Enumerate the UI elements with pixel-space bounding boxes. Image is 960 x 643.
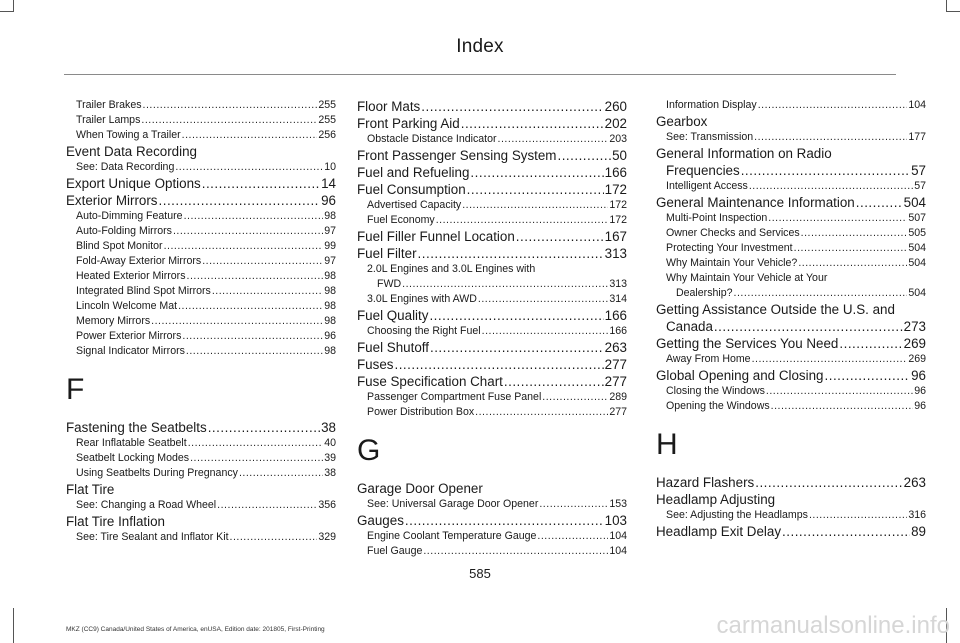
watermark: carmanualsonline.info (716, 612, 950, 639)
index-entry[interactable] (656, 226, 926, 241)
dot-leader (825, 367, 911, 384)
index-entry[interactable] (357, 339, 627, 356)
index-entry[interactable] (66, 98, 336, 113)
dot-leader (188, 436, 323, 451)
index-entry-label: Fuel Filler Funnel Location (357, 229, 515, 244)
index-entry[interactable] (656, 130, 926, 145)
index-entry-page: 329 (318, 531, 336, 543)
index-entry[interactable] (66, 160, 336, 175)
dot-leader (239, 466, 323, 481)
index-entry-page: 98 (324, 270, 336, 282)
index-entry[interactable] (66, 254, 336, 269)
index-entry[interactable] (656, 367, 926, 384)
dot-leader (217, 498, 317, 513)
index-entry-label: See: Adjusting the Headlamps (666, 509, 808, 521)
index-entry-page: 277 (604, 357, 627, 372)
index-entry[interactable] (357, 164, 627, 181)
index-entry-page: 167 (604, 229, 627, 244)
index-entry[interactable] (66, 269, 336, 284)
dot-leader (202, 254, 323, 269)
index-entry[interactable] (357, 390, 627, 405)
index-entry-label: 3.0L Engines with AWD (367, 293, 477, 305)
dot-leader (798, 256, 907, 271)
dot-leader (462, 198, 608, 213)
index-entry-label: Obstacle Distance Indicator (367, 133, 497, 145)
index-heading: 2.0L Engines and 3.0L Engines with (367, 263, 536, 275)
index-entry-label: Seatbelt Locking Modes (76, 452, 190, 464)
index-entry-page: 98 (324, 300, 336, 312)
index-entry[interactable] (656, 318, 926, 335)
index-entry[interactable] (357, 277, 627, 292)
index-entry-page: 98 (324, 210, 336, 222)
index-entry-page: 172 (609, 214, 627, 226)
dot-leader (741, 162, 910, 179)
index-heading: Headlamp Adjusting (656, 492, 776, 507)
index-entry-label: Power Exterior Mirrors (76, 330, 182, 342)
index-entry-label: Auto-Dimming Feature (76, 210, 183, 222)
index-entry[interactable] (357, 245, 627, 262)
index-entry[interactable] (656, 286, 926, 301)
dot-leader (839, 335, 902, 352)
dot-leader (212, 284, 323, 299)
index-entry-page: 96 (911, 368, 926, 383)
dot-leader (482, 324, 609, 339)
index-entry-label: Hazard Flashers (656, 475, 755, 490)
index-entry-label: Getting the Services You Need (656, 336, 839, 351)
index-entry-label: Canada (666, 319, 713, 334)
index-entry-page: 96 (914, 400, 926, 412)
index-entry-page: 507 (908, 212, 926, 224)
index-entry-label: Information Display (666, 99, 757, 111)
index-entry[interactable] (357, 529, 627, 544)
index-entry[interactable] (66, 192, 336, 209)
index-entry[interactable] (66, 209, 336, 224)
index-entry[interactable] (656, 211, 926, 226)
index-entry-label: Fuse Specification Chart (357, 374, 503, 389)
index-heading: Getting Assistance Outside the U.S. and (656, 302, 895, 317)
index-entry-page: 277 (604, 374, 627, 389)
index-entry[interactable] (66, 314, 336, 329)
crop-mark (0, 11, 14, 12)
index-entry-page: 98 (324, 285, 336, 297)
index-entry-label: See: Universal Garage Door Opener (367, 498, 539, 510)
index-entry[interactable] (357, 147, 627, 164)
dot-leader (208, 419, 320, 436)
dot-leader (478, 292, 608, 307)
index-entry-page: 153 (609, 498, 627, 510)
index-heading: General Information on Radio (656, 146, 832, 161)
index-entry-page: 98 (324, 315, 336, 327)
index-entry-label: See: Tire Sealant and Inflator Kit (76, 531, 229, 543)
index-entry-page: 504 (908, 242, 926, 254)
index-entry-label: Fuel Economy (367, 214, 435, 226)
index-entry-label: Trailer Brakes (76, 99, 142, 111)
index-entry-label: Memory Mirrors (76, 315, 151, 327)
dot-leader (766, 384, 913, 399)
dot-leader (175, 160, 323, 175)
dot-leader (178, 299, 323, 314)
index-entry-label: See: Changing a Road Wheel (76, 499, 217, 511)
index-entry-page: 177 (908, 131, 926, 143)
index-entry-page: 203 (609, 133, 627, 145)
index-heading: Flat Tire Inflation (66, 514, 165, 529)
index-entry[interactable] (66, 224, 336, 239)
dot-leader (202, 175, 320, 192)
dot-leader (504, 373, 604, 390)
index-entry-page: 289 (609, 391, 627, 403)
index-entry[interactable] (656, 352, 926, 367)
index-entry-label: Engine Coolant Temperature Gauge (367, 530, 537, 542)
page-title: Index (456, 36, 504, 57)
index-entry[interactable] (357, 115, 627, 132)
index-entry-label: Fuel Consumption (357, 182, 466, 197)
index-entry[interactable] (66, 436, 336, 451)
index-entry-page: 166 (604, 308, 627, 323)
index-entry-label: Integrated Blind Spot Mirrors (76, 285, 211, 297)
dot-leader (801, 226, 908, 241)
index-entry-page: 255 (318, 99, 336, 111)
index-entry-page: 96 (914, 385, 926, 397)
index-entry-page: 99 (324, 240, 336, 252)
index-entry[interactable] (357, 213, 627, 228)
index-entry-page: 57 (914, 180, 926, 192)
index-entry-label: See: Data Recording (76, 161, 175, 173)
index-entry-label: Dealership? (676, 287, 733, 299)
dot-leader (467, 181, 604, 198)
dot-leader (475, 405, 608, 420)
index-entry-label: General Maintenance Information (656, 195, 855, 210)
index-entry-label: See: Transmission (666, 131, 754, 143)
dot-leader (418, 245, 604, 262)
dot-leader (794, 241, 908, 256)
index-entry[interactable] (656, 179, 926, 194)
index-entry-label: Using Seatbelts During Pregnancy (76, 467, 238, 479)
index-entry[interactable] (656, 384, 926, 399)
dot-leader (421, 98, 603, 115)
index-entry-label: Lincoln Welcome Mat (76, 300, 178, 312)
index-entry[interactable] (656, 241, 926, 256)
index-entry-page: 166 (609, 325, 627, 337)
index-entry-label: Intelligent Access (666, 180, 748, 192)
dot-leader (423, 544, 608, 559)
index-entry[interactable] (66, 284, 336, 299)
index-entry-page: 103 (604, 513, 627, 528)
dot-leader (190, 451, 323, 466)
index-entry-label: Fuel Shutoff (357, 340, 429, 355)
section-letter: F (66, 373, 85, 406)
index-entry-label: Why Maintain Your Vehicle? (666, 257, 798, 269)
dot-leader (768, 211, 907, 226)
index-entry-label: Away From Home (666, 353, 751, 365)
index-entry-label: Blind Spot Monitor (76, 240, 163, 252)
dot-leader (182, 128, 318, 143)
dot-leader (159, 192, 321, 209)
index-entry-page: 97 (324, 225, 336, 237)
index-entry[interactable] (357, 405, 627, 420)
index-heading: Flat Tire (66, 482, 115, 497)
index-entry[interactable] (656, 474, 926, 491)
index-entry-label: Fuel and Refueling (357, 165, 470, 180)
index-entry-page: 504 (908, 287, 926, 299)
index-entry[interactable] (357, 356, 627, 373)
index-entry-page: 202 (604, 116, 627, 131)
index-entry-label: Fold-Away Exterior Mirrors (76, 255, 202, 267)
dot-leader (141, 113, 317, 128)
index-entry[interactable] (357, 132, 627, 147)
index-entry-label: Rear Inflatable Seatbelt (76, 437, 187, 449)
index-entry[interactable] (357, 373, 627, 390)
index-entry[interactable] (656, 335, 926, 352)
dot-leader (164, 239, 324, 254)
index-entry[interactable] (357, 512, 627, 529)
dot-leader (539, 497, 608, 512)
index-entry-label: Advertised Capacity (367, 199, 462, 211)
index-entry-page: 38 (321, 420, 336, 435)
dot-leader (537, 529, 608, 544)
index-entry[interactable] (357, 307, 627, 324)
index-entry-label: Floor Mats (357, 99, 421, 114)
header-divider (64, 74, 896, 75)
index-entry-page: 504 (908, 257, 926, 269)
index-entry-page: 314 (609, 293, 627, 305)
crop-mark (946, 0, 947, 11)
index-column-3 (656, 98, 926, 540)
index-heading: Gearbox (656, 114, 708, 129)
dot-leader (184, 209, 324, 224)
index-entry-page: 172 (604, 182, 627, 197)
index-entry-label: Passenger Compartment Fuse Panel (367, 391, 542, 403)
index-entry[interactable] (66, 466, 336, 481)
dot-leader (186, 344, 323, 359)
index-entry-label: FWD (377, 278, 402, 290)
index-entry-page: 356 (318, 499, 336, 511)
index-entry-page: 263 (604, 340, 627, 355)
index-entry-page: 504 (903, 195, 926, 210)
index-entry-label: Closing the Windows (666, 385, 765, 397)
dot-leader (498, 132, 609, 147)
index-entry-page: 104 (609, 530, 627, 542)
dot-leader (771, 399, 914, 414)
index-entry-label: Fuses (357, 357, 394, 372)
index-entry-label: Owner Checks and Services (666, 227, 800, 239)
index-entry-label: Front Parking Aid (357, 116, 460, 131)
index-entry-label: Opening the Windows (666, 400, 770, 412)
dot-leader (430, 339, 604, 356)
dot-leader (734, 286, 908, 301)
index-entry-label: Frequencies (666, 163, 740, 178)
index-entry-page: 104 (609, 545, 627, 557)
dot-leader (405, 512, 604, 529)
dot-leader (754, 130, 907, 145)
index-column-1 (66, 98, 336, 545)
index-entry-label: Auto-Folding Mirrors (76, 225, 172, 237)
index-entry-page: 263 (903, 475, 926, 490)
dot-leader (394, 356, 603, 373)
index-entry-page: 89 (911, 524, 926, 539)
index-entry[interactable] (66, 175, 336, 192)
index-entry[interactable] (66, 329, 336, 344)
index-entry[interactable] (357, 324, 627, 339)
index-entry-page: 96 (324, 330, 336, 342)
index-entry-page: 256 (318, 129, 336, 141)
index-entry[interactable] (66, 498, 336, 513)
index-entry-label: Power Distribution Box (367, 406, 475, 418)
index-entry[interactable] (357, 292, 627, 307)
index-entry-label: Front Passenger Sensing System (357, 148, 557, 163)
index-entry[interactable] (357, 228, 627, 245)
index-entry[interactable] (357, 181, 627, 198)
index-entry-label: Multi-Point Inspection (666, 212, 768, 224)
index-entry-label: Fuel Gauge (367, 545, 423, 557)
index-entry[interactable] (357, 198, 627, 213)
index-entry-page: 166 (604, 165, 627, 180)
index-entry-page: 14 (321, 176, 336, 191)
index-heading: Event Data Recording (66, 144, 198, 159)
index-entry-label: Gauges (357, 513, 404, 528)
index-entry-page: 313 (604, 246, 627, 261)
dot-leader (714, 318, 903, 335)
index-entry-label: Global Opening and Closing (656, 368, 824, 383)
index-entry[interactable] (66, 239, 336, 254)
index-entry-label: When Towing a Trailer (76, 129, 181, 141)
index-entry-page: 313 (609, 278, 627, 290)
index-entry-page: 38 (324, 467, 336, 479)
index-entry-page: 96 (321, 193, 336, 208)
index-entry[interactable] (656, 508, 926, 523)
index-entry-label: Export Unique Options (66, 176, 201, 191)
index-entry[interactable] (66, 419, 336, 436)
index-column-2 (357, 98, 627, 559)
index-entry-page: 10 (324, 161, 336, 173)
index-entry-page: 255 (318, 114, 336, 126)
index-entry-label: Fastening the Seatbelts (66, 420, 207, 435)
index-entry-page: 40 (324, 437, 336, 449)
index-entry-page: 273 (903, 319, 926, 334)
dot-leader (542, 390, 608, 405)
dot-leader (436, 213, 609, 228)
dot-leader (557, 147, 611, 164)
index-entry[interactable] (656, 399, 926, 414)
index-entry-label: Protecting Your Investment (666, 242, 793, 254)
index-entry[interactable] (656, 523, 926, 540)
index-entry-label: Signal Indicator Mirrors (76, 345, 185, 357)
section-letter: H (656, 428, 678, 461)
dot-leader (752, 352, 908, 367)
dot-leader (461, 115, 604, 132)
index-entry-page: 269 (908, 353, 926, 365)
crop-mark (13, 0, 14, 11)
index-entry-label: Headlamp Exit Delay (656, 524, 782, 539)
index-entry-label: Exterior Mirrors (66, 193, 158, 208)
index-entry-page: 104 (908, 99, 926, 111)
index-entry-label: Trailer Lamps (76, 114, 141, 126)
dot-leader (782, 523, 910, 540)
dot-leader (516, 228, 604, 245)
index-entry-page: 269 (903, 336, 926, 351)
index-entry-label: Fuel Quality (357, 308, 429, 323)
section-letter: G (357, 434, 381, 467)
index-entry[interactable] (357, 98, 627, 115)
dot-leader (187, 269, 324, 284)
index-entry[interactable] (357, 544, 627, 559)
index-entry-page: 39 (324, 452, 336, 464)
index-entry[interactable] (656, 194, 926, 211)
index-entry[interactable] (357, 497, 627, 512)
index-entry-page: 97 (324, 255, 336, 267)
dot-leader (749, 179, 913, 194)
index-entry-page: 172 (609, 199, 627, 211)
index-entry-page: 50 (612, 148, 627, 163)
index-entry-label: Choosing the Right Fuel (367, 325, 481, 337)
dot-leader (143, 98, 318, 113)
index-entry-label: Fuel Filter (357, 246, 417, 261)
dot-leader (402, 277, 608, 292)
dot-leader (758, 98, 908, 113)
index-entry[interactable] (66, 299, 336, 314)
dot-leader (182, 329, 323, 344)
index-entry[interactable] (656, 256, 926, 271)
index-entry-page: 260 (604, 99, 627, 114)
index-entry-label: Heated Exterior Mirrors (76, 270, 186, 282)
index-entry[interactable] (656, 98, 926, 113)
dot-leader (429, 307, 603, 324)
index-entry[interactable] (66, 344, 336, 359)
dot-leader (809, 508, 907, 523)
dot-leader (755, 474, 902, 491)
crop-mark (946, 11, 960, 12)
index-heading: Garage Door Opener (357, 481, 483, 496)
index-entry[interactable] (66, 113, 336, 128)
index-entry[interactable] (66, 451, 336, 466)
dot-leader (173, 224, 323, 239)
dot-leader (151, 314, 323, 329)
footer-edition-text: MKZ (CC9) Canada/United States of America, enUSA, Edition date: 201805, First-Printing (66, 626, 325, 633)
index-entry-page: 277 (609, 406, 627, 418)
crop-mark (13, 608, 14, 643)
index-heading: Why Maintain Your Vehicle at Your (666, 272, 828, 284)
index-entry-page: 505 (908, 227, 926, 239)
dot-leader (470, 164, 603, 181)
index-entry-page: 98 (324, 345, 336, 357)
dot-leader (856, 194, 903, 211)
index-entry-page: 316 (908, 509, 926, 521)
dot-leader (230, 530, 318, 545)
page-number: 585 (469, 566, 491, 581)
index-entry[interactable] (656, 162, 926, 179)
index-entry[interactable] (66, 128, 336, 143)
index-entry-page: 57 (911, 163, 926, 178)
index-entry[interactable] (66, 530, 336, 545)
